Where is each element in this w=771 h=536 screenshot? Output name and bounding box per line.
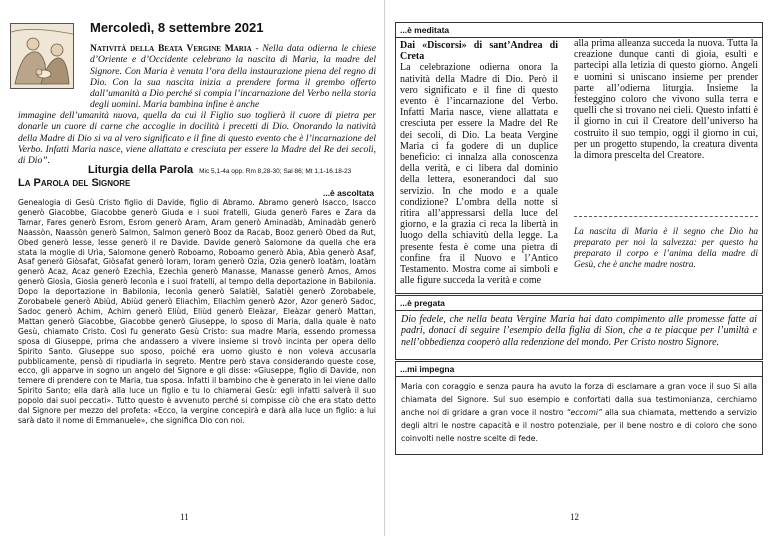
feast-intro <box>90 43 376 111</box>
commitment-text <box>396 377 762 448</box>
pregata-label: ...è pregata <box>396 296 762 311</box>
nativity-illustration <box>10 23 74 89</box>
liturgy-readings: Mic 5,1-4a opp. Rm 8,28-30; Sal 86; Mt 1,1-16.18-23 <box>199 168 352 175</box>
commitment-text-end: alla sua chiamata, mettendo a servizio degli altri le nostre capacità e il nostro potenziale, per il bene nostro e di coloro che sono coinvolti nelle nostre scelte di fede. <box>401 408 757 443</box>
prayer-text: Dio fedele, che nella beata Vergine Maria hai dato compimento alle promesse fatte ai padri, donaci di seguire l’esempio della figlia di Sion, che a te piacque per l’umiltà e nell’obbedienza cooperò alla redenzione del mondo. Per Cristo nostro Signore. <box>401 314 757 348</box>
liturgy-heading <box>88 164 351 176</box>
meditata-box <box>395 22 763 294</box>
gospel-text: Genealogia di Gesù Cristo figlio di Davide, figlio di Abramo. Abramo generò Isacco, Isacco generò Giacobbe, Giacobbe generò Giuda e i suoi fratelli, Giuda generò Fares e Zara da Tamar, Fares generò Esrom, Esrom generò Aram, Aram generò Aminadàb, Aminadàb generò Naassòn, Naassòn generò Salmon, Salmon generò Booz da Racab, Booz generò Obed da Rut, Obed generò Iesse, Iesse generò il re Davide. Davide generò Salomone da quella che era stata la moglie di Urìa, Salomone generò Roboamo, Roboamo generò Abìa, Abìa generò Asaf, Asaf generò Giòsafat, Giòsafat generò Ioram, Ioram generò Ozìa, Ozìa generò Ioatàm, Ioatàm generò Acaz, Acaz generò Ezechìa, Ezechìa generò Manasse, Manasse generò Amos, Amos generò Giosìa, Giosìa generò Ieconìa e i suoi fratelli, al tempo della deportazione in Babilonia. Dopo la deportazione in Babilonia, Ieconìa generò Salatièl, Salatièl generò Zorobabele, Zorobabele generò Abiùd, Abiùd generò Eliachìm, Eliachìm generò Azor, Azor generò Sadoc, Sadoc generò Achim, Achim generò Eliùd, Eliùd generò Eleàzar, Eleàzar generò Mattan, Mattan generò Giacobbe, Giacobbe generò Giuseppe, lo sposo di Maria, dalla quale è nato Gesù, chiamato Cristo. Così fu generato Gesù Cristo: sua madre Maria, essendo promessa sposa di Giuseppe, prima che andassero a vivere insieme si trovò incinta per opera dello Spirito Santo. Giuseppe suo sposo, poiché era uomo giusto e non voleva accusarla pubblicamente, pensò di ripudiarla in segreto. Mentre però stava considerando queste cose, ecco, gli apparve in sogno un angelo del Signore e gli disse: «Giuseppe, figlio di Davide, non temere di prendere con te Maria, tua sposa. Infatti il bambino che è generato in lei viene dallo Spirito Santo; ella darà alla luce un figlio e tu lo chiamerai Gesù: egli infatti salverà il suo popolo dai suoi peccati». Tutto questo è avvenuto perché si compisse ciò che era stato detto dal Signore per mezzo del profeta: «Ecco, la vergine concepirà e darà alla luce un figlio: a lui sarà dato il nome di Emmanuele», che significa Dio con noi. <box>18 198 376 425</box>
meditation-text-right: alla prima alleanza succeda la nuova. Tutta la creazione dunque canti di gioia, esulti e partecipi alla letizia di questo giorno. Angeli e uomini si uniscano insieme per prender parte all’odierna liturgia. Insieme la festeggino coloro che vivono sulla terra e quelli che si trovano nei cieli. Questo infatti è il giorno in cui il Creatore dell’universo ha costruito il suo tempio, oggi il giorno in cui, per un progetto stupendo, la creatura diventa la dimora prescelta del Creatore. <box>574 38 758 162</box>
meditation-quote: La nascita di Maria è il segno che Dio ha preparato per noi la salvezza: per questo ha preparato il corpo e l’anima della madre di Gesù, che è anche madre nostra. <box>574 227 758 270</box>
right-page <box>385 0 771 536</box>
meditation-left-column <box>400 40 558 286</box>
commitment-text-start: Maria con coraggio e senza paura ha avuto la forza di esclamare a gran voce il suo Si alla chiamata del Signore. Sul suo esempio e confortati dalla sua testimonianza, cerchiamo anche noi di gridare a gran voce il nostro <box>401 382 757 417</box>
divider <box>574 216 758 217</box>
liturgy-title: Liturgia della Parola <box>88 164 194 176</box>
meditata-label: ...è meditata <box>396 23 762 38</box>
impegna-box <box>395 361 763 455</box>
page-number-right: 12 <box>570 512 579 522</box>
left-page <box>0 0 385 536</box>
commitment-eccomi: “eccomi” <box>566 408 602 417</box>
feast-name: Natività della Beata Vergine Maria <box>90 43 252 54</box>
impegna-label: ...mi impegna <box>396 362 762 377</box>
meditation-text-left: La celebrazione odierna onora la natività della Madre di Dio. Però il vero significato e il fine di questo evento è l’incarnazione del Verbo. Infatti Maria nasce, viene allattata e cresciuta per essere la Madre del Re dei secoli, di Dio. La beata Vergine Maria ci fa godere di un duplice beneficio: ci innalza alla conoscenza della verità, e ci libera dal dominio della lettera, esonerandoci dal suo servizio. In che modo e a quale condizione? L’ombra della notte si ritira all’appressarsi della luce del giorno, e la grazia ci reca la libertà in luogo della schiavitù della legge. La presente festa è come una pietra di confine fra il Nuovo e l’Antico Testamento. Mostra come ai simboli e alle figure succeda la verità e come <box>400 62 558 287</box>
date-title: Mercoledì, 8 settembre 2021 <box>90 20 264 35</box>
pregata-box <box>395 295 763 360</box>
meditation-source: Dai «Discorsi» di sant’Andrea di Creta <box>400 40 558 63</box>
intro-text-continued: immagine dell’umanità nuova, quella da cui il Figlio suo toglierà il cuore di pietra per donarle un cuore di carne che accoglie in docilità i precetti di Dio. Onorando la natività della Madre di Dio si va al vero significato e il fine di questo evento che è l’incarnazione del Verbo. Infatti Maria nasce, viene allattata e cresciuta per essere la Madre del Re dei secoli, di Dio”. <box>18 110 376 167</box>
nativity-image-icon <box>11 24 73 88</box>
parola-heading: La Parola del Signore <box>18 177 131 189</box>
ascoltata-label: ...è ascoltata <box>322 188 374 198</box>
intro-text: - Nella data odierna le chiese d’Oriente e d’Occidente celebrano la nascita di Maria, la madre del Signore. Con Maria è venuta l’ora della instaurazione piena del regno di Dio. Con la sua nascita inizia a prendere forma il grembo offerto dall’umanità a Dio perché si compia l’incarnazione del Verbo nella storia degli uomini. Maria bambina infine è anche <box>90 43 376 111</box>
page-number-left: 11 <box>180 512 189 522</box>
